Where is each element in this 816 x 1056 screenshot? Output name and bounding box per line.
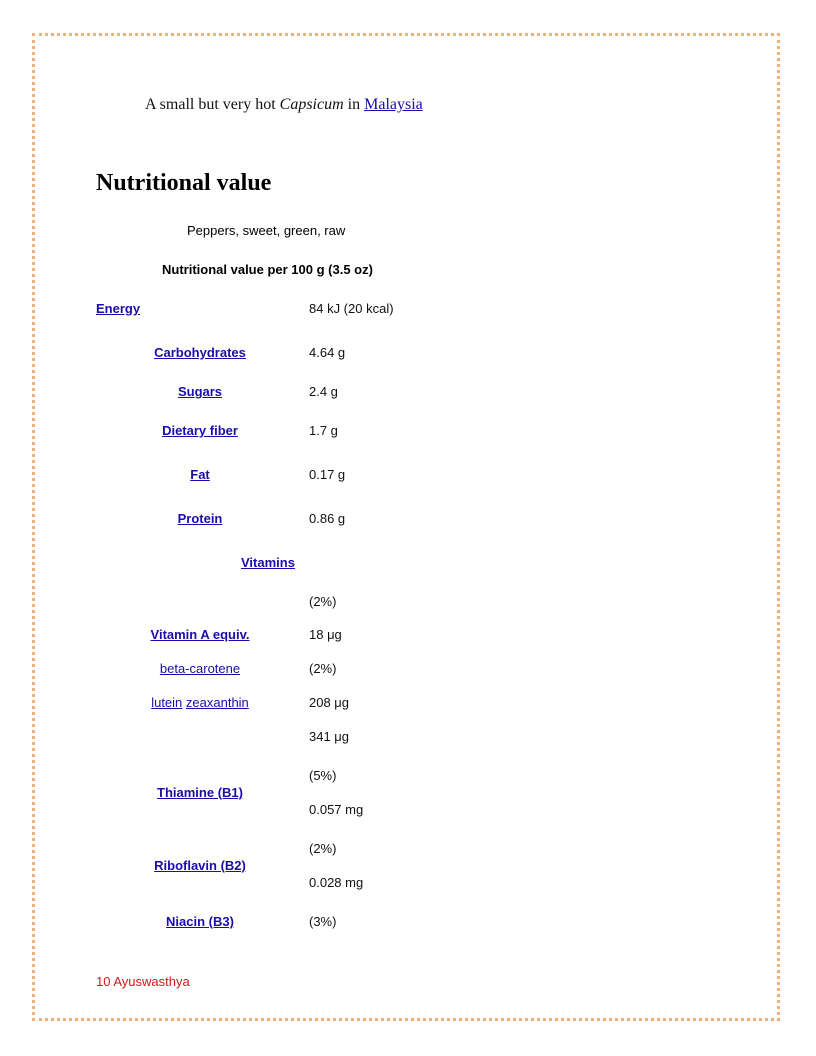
riboflavin-pct: (2%) xyxy=(309,841,337,856)
protein-row-label xyxy=(95,511,305,526)
dietary-fiber-link[interactable]: Dietary fiber xyxy=(162,423,238,438)
fat-value: 0.17 g xyxy=(309,467,346,482)
vitamins-link[interactable]: Vitamins xyxy=(241,555,295,570)
lutein-value: 208 μg xyxy=(309,695,350,710)
image-caption xyxy=(145,96,423,114)
sugars-value: 2.4 g xyxy=(309,384,338,399)
lutein-row-label xyxy=(95,695,305,710)
beta-carotene-link[interactable]: beta-carotene xyxy=(159,661,241,676)
thiamine-value: 0.057 mg xyxy=(309,802,364,817)
fiber-value: 1.7 g xyxy=(309,423,338,438)
carbohydrates-value: 4.64 g xyxy=(309,345,346,360)
caption-middle: in xyxy=(343,96,365,113)
vitamin-a-pct: (2%) xyxy=(309,594,337,609)
niacin-row-label xyxy=(95,914,305,929)
caption-prefix: A small but very hot xyxy=(145,96,280,113)
page-title: Nutritional value xyxy=(96,170,272,196)
thiamine-link[interactable]: Thiamine (B1) xyxy=(157,785,243,800)
zeaxanthin-link[interactable]: zeaxanthin xyxy=(185,695,249,710)
fiber-row-label xyxy=(95,423,305,438)
subtitle: Peppers, sweet, green, raw xyxy=(187,223,346,238)
carbohydrates-row-label xyxy=(95,345,305,360)
page-footer: 10 Ayuswasthya xyxy=(96,974,190,989)
sugars-row-label xyxy=(95,384,305,399)
riboflavin-row-label xyxy=(95,858,305,873)
vitamin-a-value: 18 μg xyxy=(309,627,342,642)
energy-link[interactable]: Energy xyxy=(96,301,141,316)
carbohydrates-link[interactable]: Carbohydrates xyxy=(154,345,246,360)
protein-link[interactable]: Protein xyxy=(177,511,223,526)
thiamine-pct: (5%) xyxy=(309,768,337,783)
energy-value: 84 kJ (20 kcal) xyxy=(309,301,394,316)
fat-link[interactable]: Fat xyxy=(190,467,210,482)
niacin-link[interactable]: Niacin (B3) xyxy=(166,914,234,929)
beta-carotene-value: (2%) xyxy=(309,661,337,676)
caption-italic: Capsicum xyxy=(279,96,344,113)
vitamin-a-link[interactable]: Vitamin A equiv. xyxy=(150,627,250,642)
beta-carotene-row-label xyxy=(95,661,305,676)
niacin-pct: (3%) xyxy=(309,914,337,929)
riboflavin-link[interactable]: Riboflavin (B2) xyxy=(154,858,246,873)
vitamin-a-row-label xyxy=(95,627,305,642)
riboflavin-value: 0.028 mg xyxy=(309,875,364,890)
lutein-link[interactable]: lutein xyxy=(151,695,183,710)
fat-row-label xyxy=(95,467,305,482)
lutein-zeaxanthin-extra: 341 μg xyxy=(309,729,350,744)
sugars-link[interactable]: Sugars xyxy=(177,384,223,399)
per100-heading: Nutritional value per 100 g (3.5 oz) xyxy=(162,262,373,277)
thiamine-row-label xyxy=(95,785,305,800)
malaysia-link[interactable]: Malaysia xyxy=(364,96,423,113)
protein-value: 0.86 g xyxy=(309,511,346,526)
